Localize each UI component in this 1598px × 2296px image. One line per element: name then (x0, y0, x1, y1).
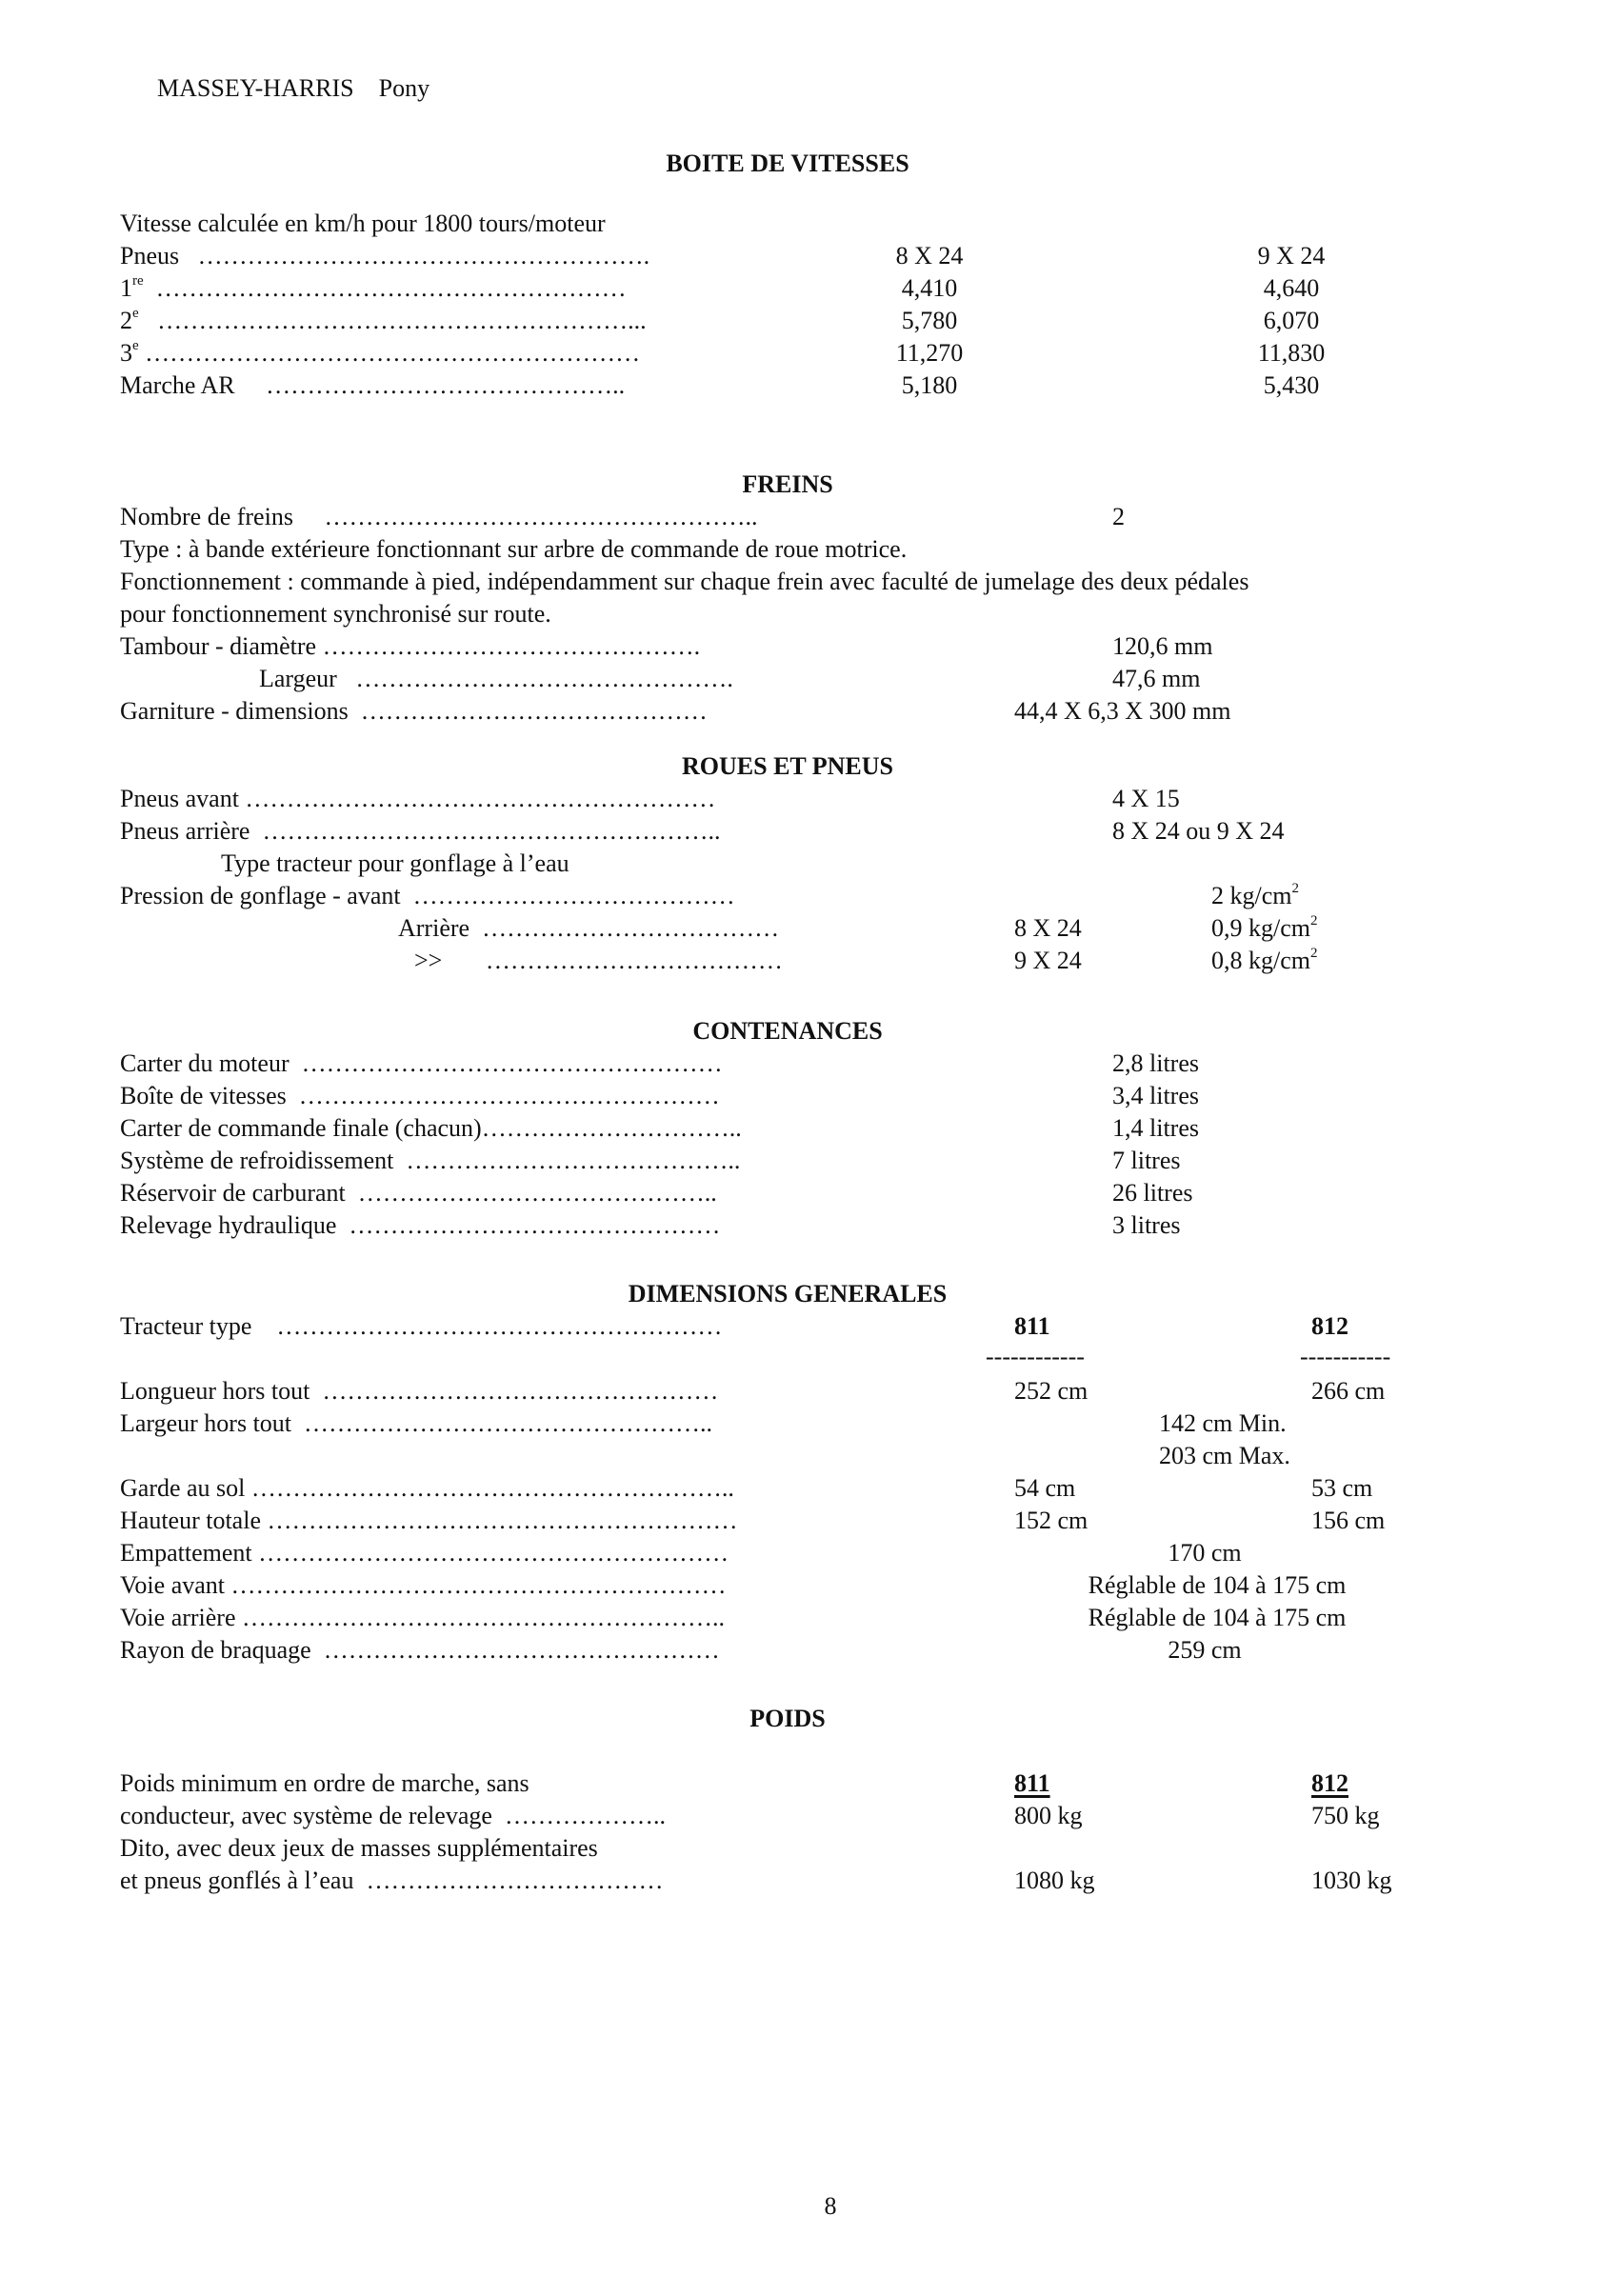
boite-row-2e: 2e …………………………………………………... (120, 306, 647, 334)
boite-value: 11,270 (895, 339, 964, 367)
page-number: 8 (824, 2192, 837, 2220)
boite-intro: Vitesse calculée en km/h pour 1800 tours/moteur (120, 210, 606, 237)
poids-value: 1080 kg (1014, 1867, 1095, 1894)
boite-row-pneus: Pneus ………………………………………………. (120, 242, 650, 270)
boite-row-1re: 1re ………………………………………………… (120, 273, 627, 302)
dim-garde: Garde au sol ………………………………………………….. (120, 1474, 734, 1502)
contenance-value: 7 litres (1112, 1147, 1181, 1174)
roues-pression-ditto: >> ……………………………… (414, 947, 783, 974)
contenance-value: 2,8 litres (1112, 1049, 1199, 1077)
dim-value: Réglable de 104 à 175 cm (1088, 1571, 1347, 1599)
poids-value: 1030 kg (1311, 1867, 1392, 1894)
dim-col-812: 812 (1311, 1312, 1348, 1340)
dim-largeur-max: 203 cm Max. (1159, 1442, 1290, 1469)
dim-value: Réglable de 104 à 175 cm (1088, 1604, 1347, 1631)
roues-pression-arriere: Arrière ……………………………… (398, 914, 780, 942)
dim-largeur: Largeur hors tout ………………………………………….. (120, 1409, 713, 1437)
poids-line3: Dito, avec deux jeux de masses supplémentaires (120, 1834, 598, 1862)
roues-pression-ditto-size: 9 X 24 (1014, 947, 1082, 974)
roues-avant: Pneus avant ………………………………………………… (120, 785, 716, 812)
boite-value: 5,780 (901, 307, 958, 334)
contenance-value: 3 litres (1112, 1211, 1181, 1239)
header-model: Pony (378, 74, 430, 102)
boite-row-3e: 3e …………………………………………………… (120, 338, 641, 367)
freins-type: Type : à bande extérieure fonctionnant sur arbre de commande de roue motrice. (120, 535, 908, 563)
poids-value: 750 kg (1311, 1802, 1380, 1829)
contenance-row: Système de refroidissement ………………………………….. (120, 1147, 741, 1174)
roues-arriere-value: 8 X 24 ou 9 X 24 (1112, 817, 1285, 845)
contenance-row: Boîte de vitesses …………………………………………… (120, 1082, 720, 1109)
section-title-contenances: CONTENANCES (692, 1017, 883, 1045)
poids-col-811: 811 (1014, 1769, 1050, 1797)
dim-col-811: 811 (1014, 1312, 1050, 1340)
roues-pression-arriere-value: 0,9 $kg/cm^2$ (1211, 913, 1318, 942)
freins-fonctionnement: Fonctionnement : commande à pied, indépendamment sur chaque frein avec faculté de jumelage des deux pédales (120, 568, 1249, 595)
dim-tracteur-type: Tracteur type ……………………………………………… (120, 1312, 723, 1340)
boite-value: 4,410 (901, 274, 958, 302)
freins-nombre-label: Nombre de freins …………………………………………….. (120, 503, 758, 530)
dim-rayon: Rayon de braquage ………………………………………… (120, 1636, 720, 1664)
dim-separator-811: ------------ (986, 1343, 1085, 1370)
roues-pression-ditto-value: 0,8 $kg/cm^2$ (1211, 946, 1318, 974)
poids-line4: et pneus gonflés à l’eau ……………………………… (120, 1867, 664, 1894)
boite-value: 11,830 (1257, 339, 1326, 367)
contenance-row: Réservoir de carburant …………………………………….. (120, 1179, 717, 1207)
dim-largeur-min: 142 cm Min. (1159, 1409, 1287, 1437)
dim-value: 156 cm (1311, 1507, 1386, 1534)
running-header (157, 72, 429, 105)
freins-tambour-largeur: Largeur ………………………………………. (259, 665, 733, 692)
boite-row-marche-ar: Marche AR …………………………………….. (120, 371, 626, 399)
roues-pression-arriere-size: 8 X 24 (1014, 914, 1082, 942)
boite-value: 6,070 (1263, 307, 1320, 334)
dim-longueur: Longueur hors tout ………………………………………… (120, 1377, 719, 1405)
poids-line2: conducteur, avec système de relevage ……………….. (120, 1802, 666, 1829)
contenance-value: 3,4 litres (1112, 1082, 1199, 1109)
poids-line1: Poids minimum en ordre de marche, sans (120, 1769, 529, 1797)
boite-value: 8 X 24 (895, 242, 964, 270)
dim-hauteur: Hauteur totale ………………………………………………… (120, 1507, 738, 1534)
boite-value: 4,640 (1263, 274, 1320, 302)
boite-value: 5,430 (1263, 371, 1320, 399)
dim-value: 252 cm (1014, 1377, 1089, 1405)
freins-fonctionnement-cont: pour fonctionnement synchronisé sur route. (120, 600, 551, 628)
section-title-boite: BOITE DE VITESSES (666, 150, 909, 177)
contenance-row: Carter de commande finale (chacun)………………………….. (120, 1114, 742, 1142)
boite-value: 9 X 24 (1257, 242, 1326, 270)
freins-nombre-value: 2 (1112, 503, 1125, 530)
freins-tambour-diametre-value: 120,6 mm (1112, 632, 1213, 660)
roues-pression-avant-value: 2 $kg/cm^2$ (1211, 881, 1299, 909)
poids-value: 800 kg (1014, 1802, 1083, 1829)
boite-value: 5,180 (901, 371, 958, 399)
dim-voie-arriere: Voie arrière ………………………………………………….. (120, 1604, 726, 1631)
contenance-row: Relevage hydraulique ……………………………………… (120, 1211, 721, 1239)
freins-tambour-diametre: Tambour - diamètre ………………………………………. (120, 632, 701, 660)
section-title-roues: ROUES ET PNEUS (681, 752, 894, 780)
contenance-row: Carter du moteur …………………………………………… (120, 1049, 723, 1077)
dim-empattement: Empattement ………………………………………………… (120, 1539, 729, 1567)
dim-separator-812: ----------- (1300, 1343, 1391, 1370)
roues-arriere: Pneus arrière ……………………………………………….. (120, 817, 721, 845)
dim-value: 53 cm (1311, 1474, 1373, 1502)
dim-voie-avant: Voie avant …………………………………………………… (120, 1571, 727, 1599)
header-brand: MASSEY-HARRIS (157, 74, 354, 102)
freins-garniture: Garniture - dimensions …………………………………… (120, 697, 708, 725)
dim-value: 266 cm (1311, 1377, 1386, 1405)
section-title-poids: POIDS (749, 1705, 826, 1732)
dim-value: 152 cm (1014, 1507, 1089, 1534)
dim-value: 259 cm (1168, 1636, 1242, 1664)
contenance-value: 1,4 litres (1112, 1114, 1199, 1142)
contenance-value: 26 litres (1112, 1179, 1193, 1207)
section-title-freins: FREINS (742, 470, 833, 498)
roues-pression-avant: Pression de gonflage - avant ………………………………… (120, 882, 735, 909)
freins-tambour-largeur-value: 47,6 mm (1112, 665, 1201, 692)
roues-type-note: Type tracteur pour gonflage à l’eau (221, 849, 569, 877)
poids-col-812: 812 (1311, 1769, 1348, 1797)
dim-value: 170 cm (1168, 1539, 1242, 1567)
section-title-dimensions: DIMENSIONS GENERALES (628, 1280, 948, 1308)
dim-value: 54 cm (1014, 1474, 1076, 1502)
roues-avant-value: 4 X 15 (1112, 785, 1180, 812)
freins-garniture-value: 44,4 X 6,3 X 300 mm (1014, 697, 1231, 725)
